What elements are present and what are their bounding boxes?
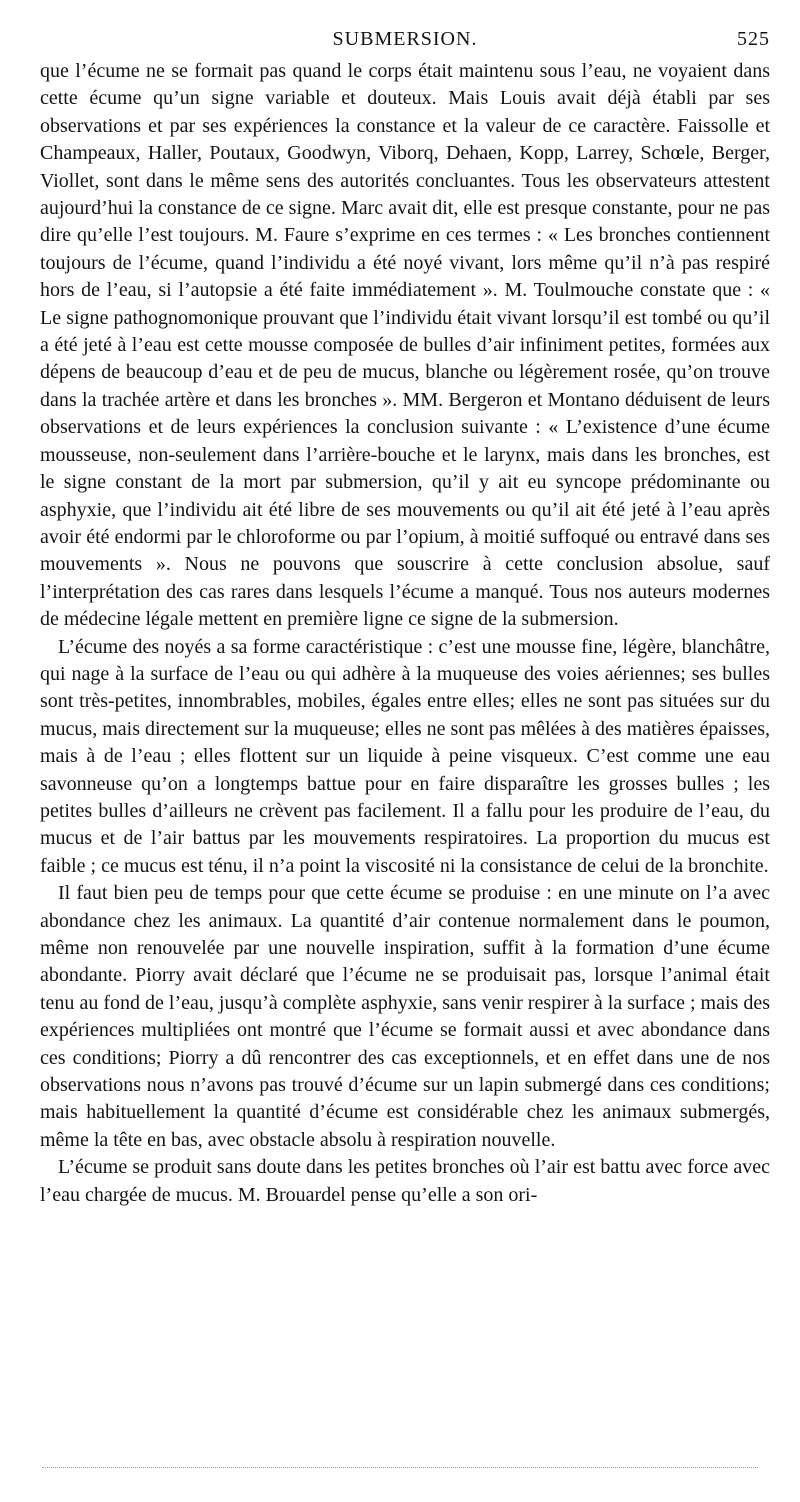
running-title: SUBMERSION.: [332, 28, 478, 50]
running-head: [40, 28, 770, 58]
footer-dotted-rule: [42, 1467, 758, 1468]
document-page: [40, 28, 770, 1209]
paragraph-continued: que l’écume ne se formait pas quand le corps était maintenu sous l’eau, ne voyaient dans cette écume qu’un signe variable et douteux. Mais Louis avait déjà établi par ses observations et par ses expériences la constance et la valeur de ce caractère. Faissolle et Champeaux, Haller, Poutaux, Goodwyn, Viborq, Dehaen, Kopp, Larrey, Schœle, Berger, Viollet, sont dans le même sens des autorités concluantes. Tous les observateurs attestent aujourd’hui la constance de ce signe. Marc avait dit, elle est presque constante, pour ne pas dire qu’elle l’est toujours. M. Faure s’exprime en ces termes : « Les bronches contiennent toujours de l’écume, quand l’individu a été noyé vivant, lors même qu’il n’à pas respiré hors de l’eau, si l’autopsie a été faite immédiatement ». M. Toulmouche constate que : « Le signe pathognomonique prouvant que l’individu était vivant lorsqu’il est tombé ou qu’il a été jeté à l’eau est cette mousse composée de bulles d’air infiniment petites, formées aux dépens de beaucoup d’eau et de peu de mucus, blanche ou légèrement rosée, qu’on trouve dans la trachée artère et dans les bronches ». MM. Bergeron et Montano déduisent de leurs observations et de leurs expériences la conclusion suivante : « L’existence d’une écume mousseuse, non-seulement dans l’arrière-bouche et le larynx, mais dans les bronches, est le signe constant de la mort par submersion, qu’il y ait eu syncope prédominante ou asphyxie, que l’individu ait été libre de ses mouvements ou qu’il ait été jeté à l’eau après avoir été endormi par le chloroforme ou par l’opium, à moitié suffoqué ou entravé dans ses mouvements ». Nous ne pouvons que souscrire à cette conclusion absolue, sauf l’interprétation des cas rares dans lesquels l’écume a manqué. Tous nos auteurs modernes de médecine légale mettent en première ligne ce signe de la submersion.: [40, 60, 770, 631]
paragraph-foam-formation: Il faut bien peu de temps pour que cette écume se produise : en une minute on l’a avec abondance chez les animaux. La quantité d’air contenue normalement dans le poumon, même non renouvelée par une nouvelle inspiration, suffit à la formation d’une écume abondante. Piorry avait déclaré que l’écume ne se produisait pas, lorsque l’animal était tenu au fond de l’eau, jusqu’à complète asphyxie, sans venir respirer à la surface ; mais des expériences multipliées ont montré que l’écume se formait aussi et avec abondance dans ces conditions; Piorry a dû rencontrer des cas exceptionnels, et en effet dans une de nos observations nous n’avons pas trouvé d’écume sur un lapin submergé dans ces conditions; mais habituellement la quantité d’écume est considérable chez les animaux submergés, même la tête en bas, avec obstacle absolu à respiration nouvelle.: [40, 882, 770, 1151]
body-text: [40, 58, 770, 1209]
paragraph-foam-origin: L’écume se produit sans doute dans les petites bronches où l’air est battu avec force avec l’eau chargée de mucus. M. Brouardel pense qu’elle a son ori-: [40, 1156, 770, 1206]
page-number: 525: [737, 28, 770, 50]
paragraph-foam-description: L’écume des noyés a sa forme caractéristique : c’est une mousse fine, légère, blanchâtre, qui nage à la surface de l’eau ou qui adhère à la muqueuse des voies aériennes; ses bulles sont très-petites, innombrables, mobiles, égales entre elles; elles ne sont pas situées sur du mucus, mais directement sur la muqueuse; elles ne sont pas mêlées à des matières épaisses, mais à de l’eau ; elles flottent sur un liquide à peine visqueux. C’est comme une eau savonneuse qu’on a longtemps battue pour en faire disparaître les grosses bulles ; les petites bulles d’ailleurs ne crèvent pas facilement. Il a fallu pour les produire de l’eau, du mucus et de l’air battus par les mouvements respiratoires. La proportion du mucus est faible ; ce mucus est ténu, il n’a point la viscosité ni la consistance de celui de la bronchite.: [40, 635, 770, 877]
